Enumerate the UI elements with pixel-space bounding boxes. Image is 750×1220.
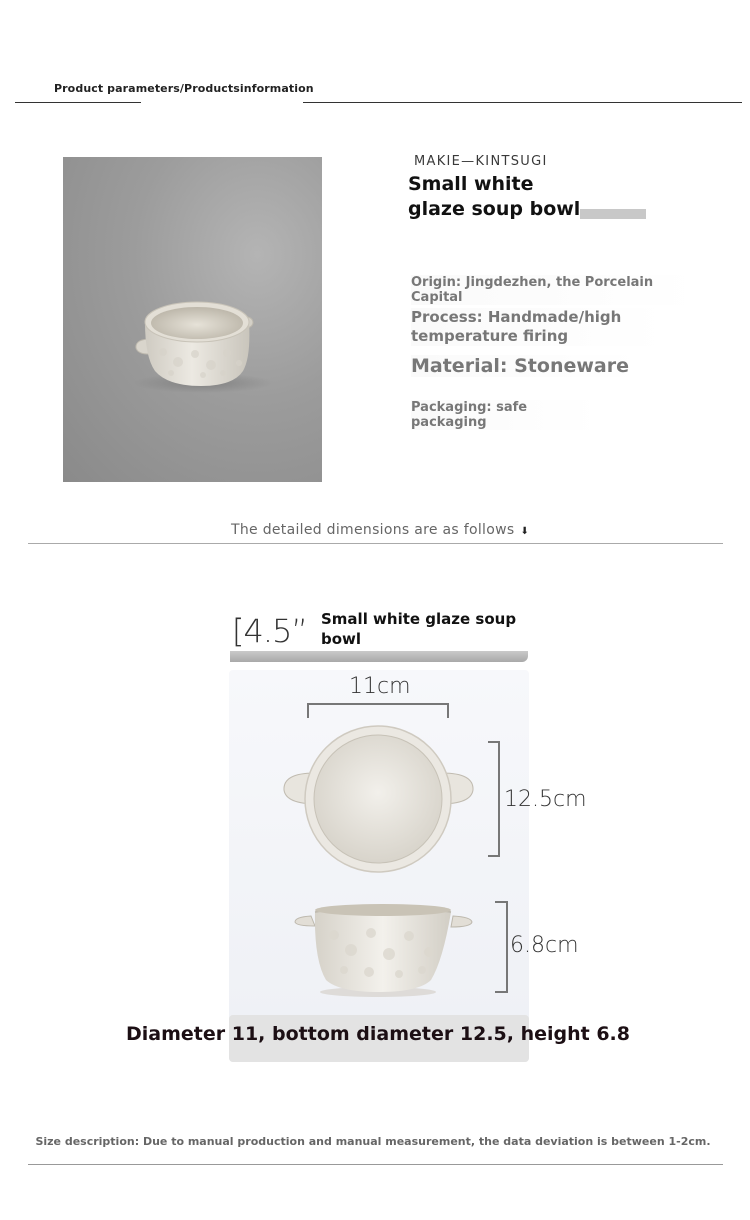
brand-name: MAKIE—KINTSUGI bbox=[414, 154, 548, 169]
spec-origin: Origin: Jingdezhen, the Porcelain Capital bbox=[411, 275, 701, 305]
size-diagram-panel bbox=[229, 670, 529, 1062]
panel-header-bar bbox=[230, 651, 528, 662]
product-photo bbox=[63, 157, 322, 482]
footer-divider bbox=[28, 1164, 723, 1165]
dimensions-heading-text: The detailed dimensions are as follows bbox=[231, 522, 515, 538]
header-divider-right bbox=[303, 102, 742, 103]
dimensions-summary: Diameter 11, bottom diameter 12.5, height 6.8 bbox=[126, 1023, 630, 1045]
header-divider-left bbox=[15, 102, 141, 103]
width-measurement: 11cm bbox=[349, 674, 411, 699]
panel-title: Small white glaze soup bowl bbox=[321, 610, 517, 648]
section-header-label: Product parameters/Productsinformation bbox=[54, 82, 314, 95]
size-note: Size description: Due to manual production and manual measurement, the data deviation is between 1-2cm. bbox=[35, 1135, 711, 1148]
dimensions-heading bbox=[231, 522, 529, 538]
length-measurement: 12.5cm bbox=[504, 787, 587, 812]
title-accent-bar bbox=[580, 209, 646, 219]
height-measurement: 6.8cm bbox=[510, 933, 579, 958]
spec-material: Material: Stoneware bbox=[411, 355, 641, 377]
spec-packaging: Packaging: safe packaging bbox=[411, 400, 601, 430]
product-title: Small white glaze soup bowl bbox=[408, 173, 581, 220]
dimensions-divider bbox=[28, 543, 723, 544]
spec-process: Process: Handmade/high temperature firing bbox=[411, 308, 669, 346]
down-arrow-icon: ⬇ bbox=[520, 526, 530, 537]
size-label: [4.5” bbox=[232, 612, 307, 650]
